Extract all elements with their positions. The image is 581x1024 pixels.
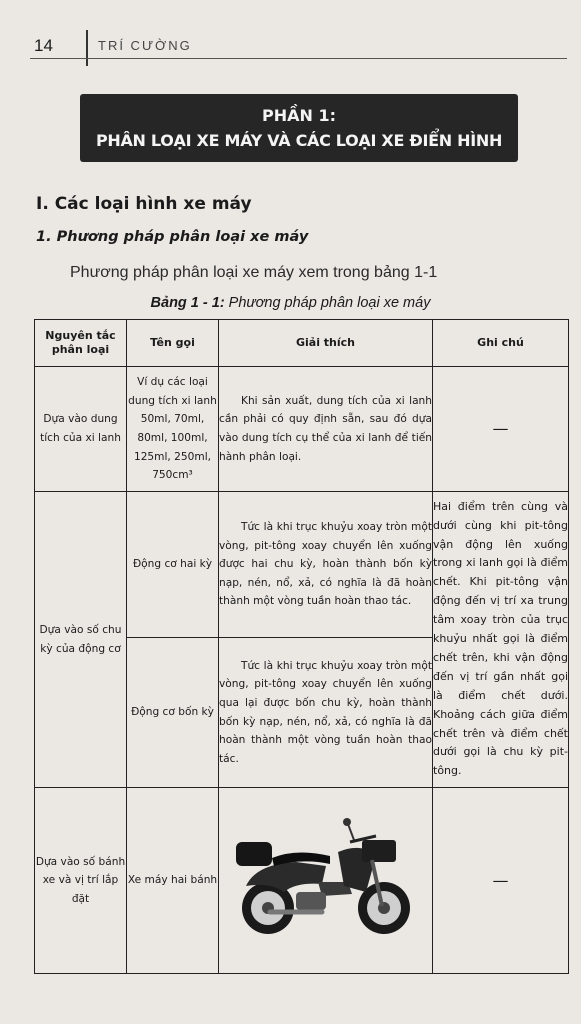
cell-name: Ví dụ các loại dung tích xi lanh 50ml, 70ml, 80ml, 100ml, 125ml, 250ml, 750cm³ — [127, 367, 219, 492]
table-caption — [0, 295, 581, 311]
intro-paragraph: Phương pháp phân loại xe máy xem trong bảng 1-1 — [70, 264, 438, 281]
header-explanation: Giải thích — [219, 320, 433, 367]
table-caption-text: Phương pháp phân loại xe máy — [224, 295, 431, 311]
page-number: 14 — [34, 36, 53, 55]
table-row — [35, 492, 569, 638]
classification-table — [34, 319, 569, 974]
section-heading: I. Các loại hình xe máy — [36, 194, 252, 214]
header-name: Tên gọi — [127, 320, 219, 367]
part-banner — [80, 94, 518, 162]
header-principle: Nguyên tắc phân loại — [35, 320, 127, 367]
cell-explanation: Tức là khi trục khuỷu xoay tròn một vòng, pit-tông xoay chuyển lên xuống được hai chu kỳ, hoàn thành bốn kỳ nạp, nén, nổ, xả, có nghĩa là đã hoàn thành một vòng tuần hoàn thao tác. — [219, 492, 433, 638]
header-divider — [86, 30, 88, 66]
part-banner-subtitle: PHÂN LOẠI XE MÁY VÀ CÁC LOẠI XE ĐIỂN HÌNH — [95, 131, 503, 150]
header-note: Ghi chú — [433, 320, 569, 367]
cell-explanation: Khi sản xuất, dung tích của xi lanh cần phải có quy định sẵn, sau đó dựa vào dung tích cụ thể của xi lanh để tiến hành phân loại. — [219, 367, 433, 492]
cell-name: Động cơ bốn kỳ — [127, 638, 219, 788]
motorbike-illustration — [226, 812, 426, 942]
cell-note-dash: — — [433, 788, 569, 974]
header-rule — [30, 58, 567, 59]
running-head: TRÍ CƯỜNG — [98, 38, 192, 53]
part-banner-title: PHẦN 1: — [262, 106, 336, 125]
cell-principle: Dựa vào số chu kỳ của động cơ — [35, 492, 127, 788]
table-header-row — [35, 320, 569, 367]
subsection-heading: 1. Phương pháp phân loại xe máy — [36, 229, 309, 245]
motorbike-image-cell — [219, 788, 433, 974]
table-caption-label: Bảng 1 - 1: — [150, 295, 225, 311]
cell-name: Động cơ hai kỳ — [127, 492, 219, 638]
cell-name: Xe máy hai bánh — [127, 788, 219, 974]
cell-note-dash: — — [433, 367, 569, 492]
cell-note: Hai điểm trên cùng và dưới cùng khi pit-tông vận động lên xuống trong xi lanh gọi là điểm chết. Khi pit-tông vận động đến vị trí xa trung tâm xoay tròn của trục khuỷu nhất gọi là điểm chết trên, khi vận động đến vị trí gần nhất gọi là điểm chết dưới. Khoảng cách giữa điểm chết trên và điểm chết dưới gọi là chu kỳ pit-tông. — [433, 492, 569, 788]
cell-principle: Dựa vào số bánh xe và vị trí lắp đặt — [35, 788, 127, 974]
table-row — [35, 788, 569, 974]
table-row — [35, 367, 569, 492]
cell-principle: Dựa vào dung tích của xi lanh — [35, 367, 127, 492]
cell-explanation: Tức là khi trục khuỷu xoay tròn một vòng, pit-tông xoay chuyển lên xuống qua lại được bốn chu kỳ, hoàn thành bốn kỳ nạp, nén, nổ, xả, có nghĩa là đã hoàn thành một vòng tuần hoàn thao tác. — [219, 638, 433, 788]
